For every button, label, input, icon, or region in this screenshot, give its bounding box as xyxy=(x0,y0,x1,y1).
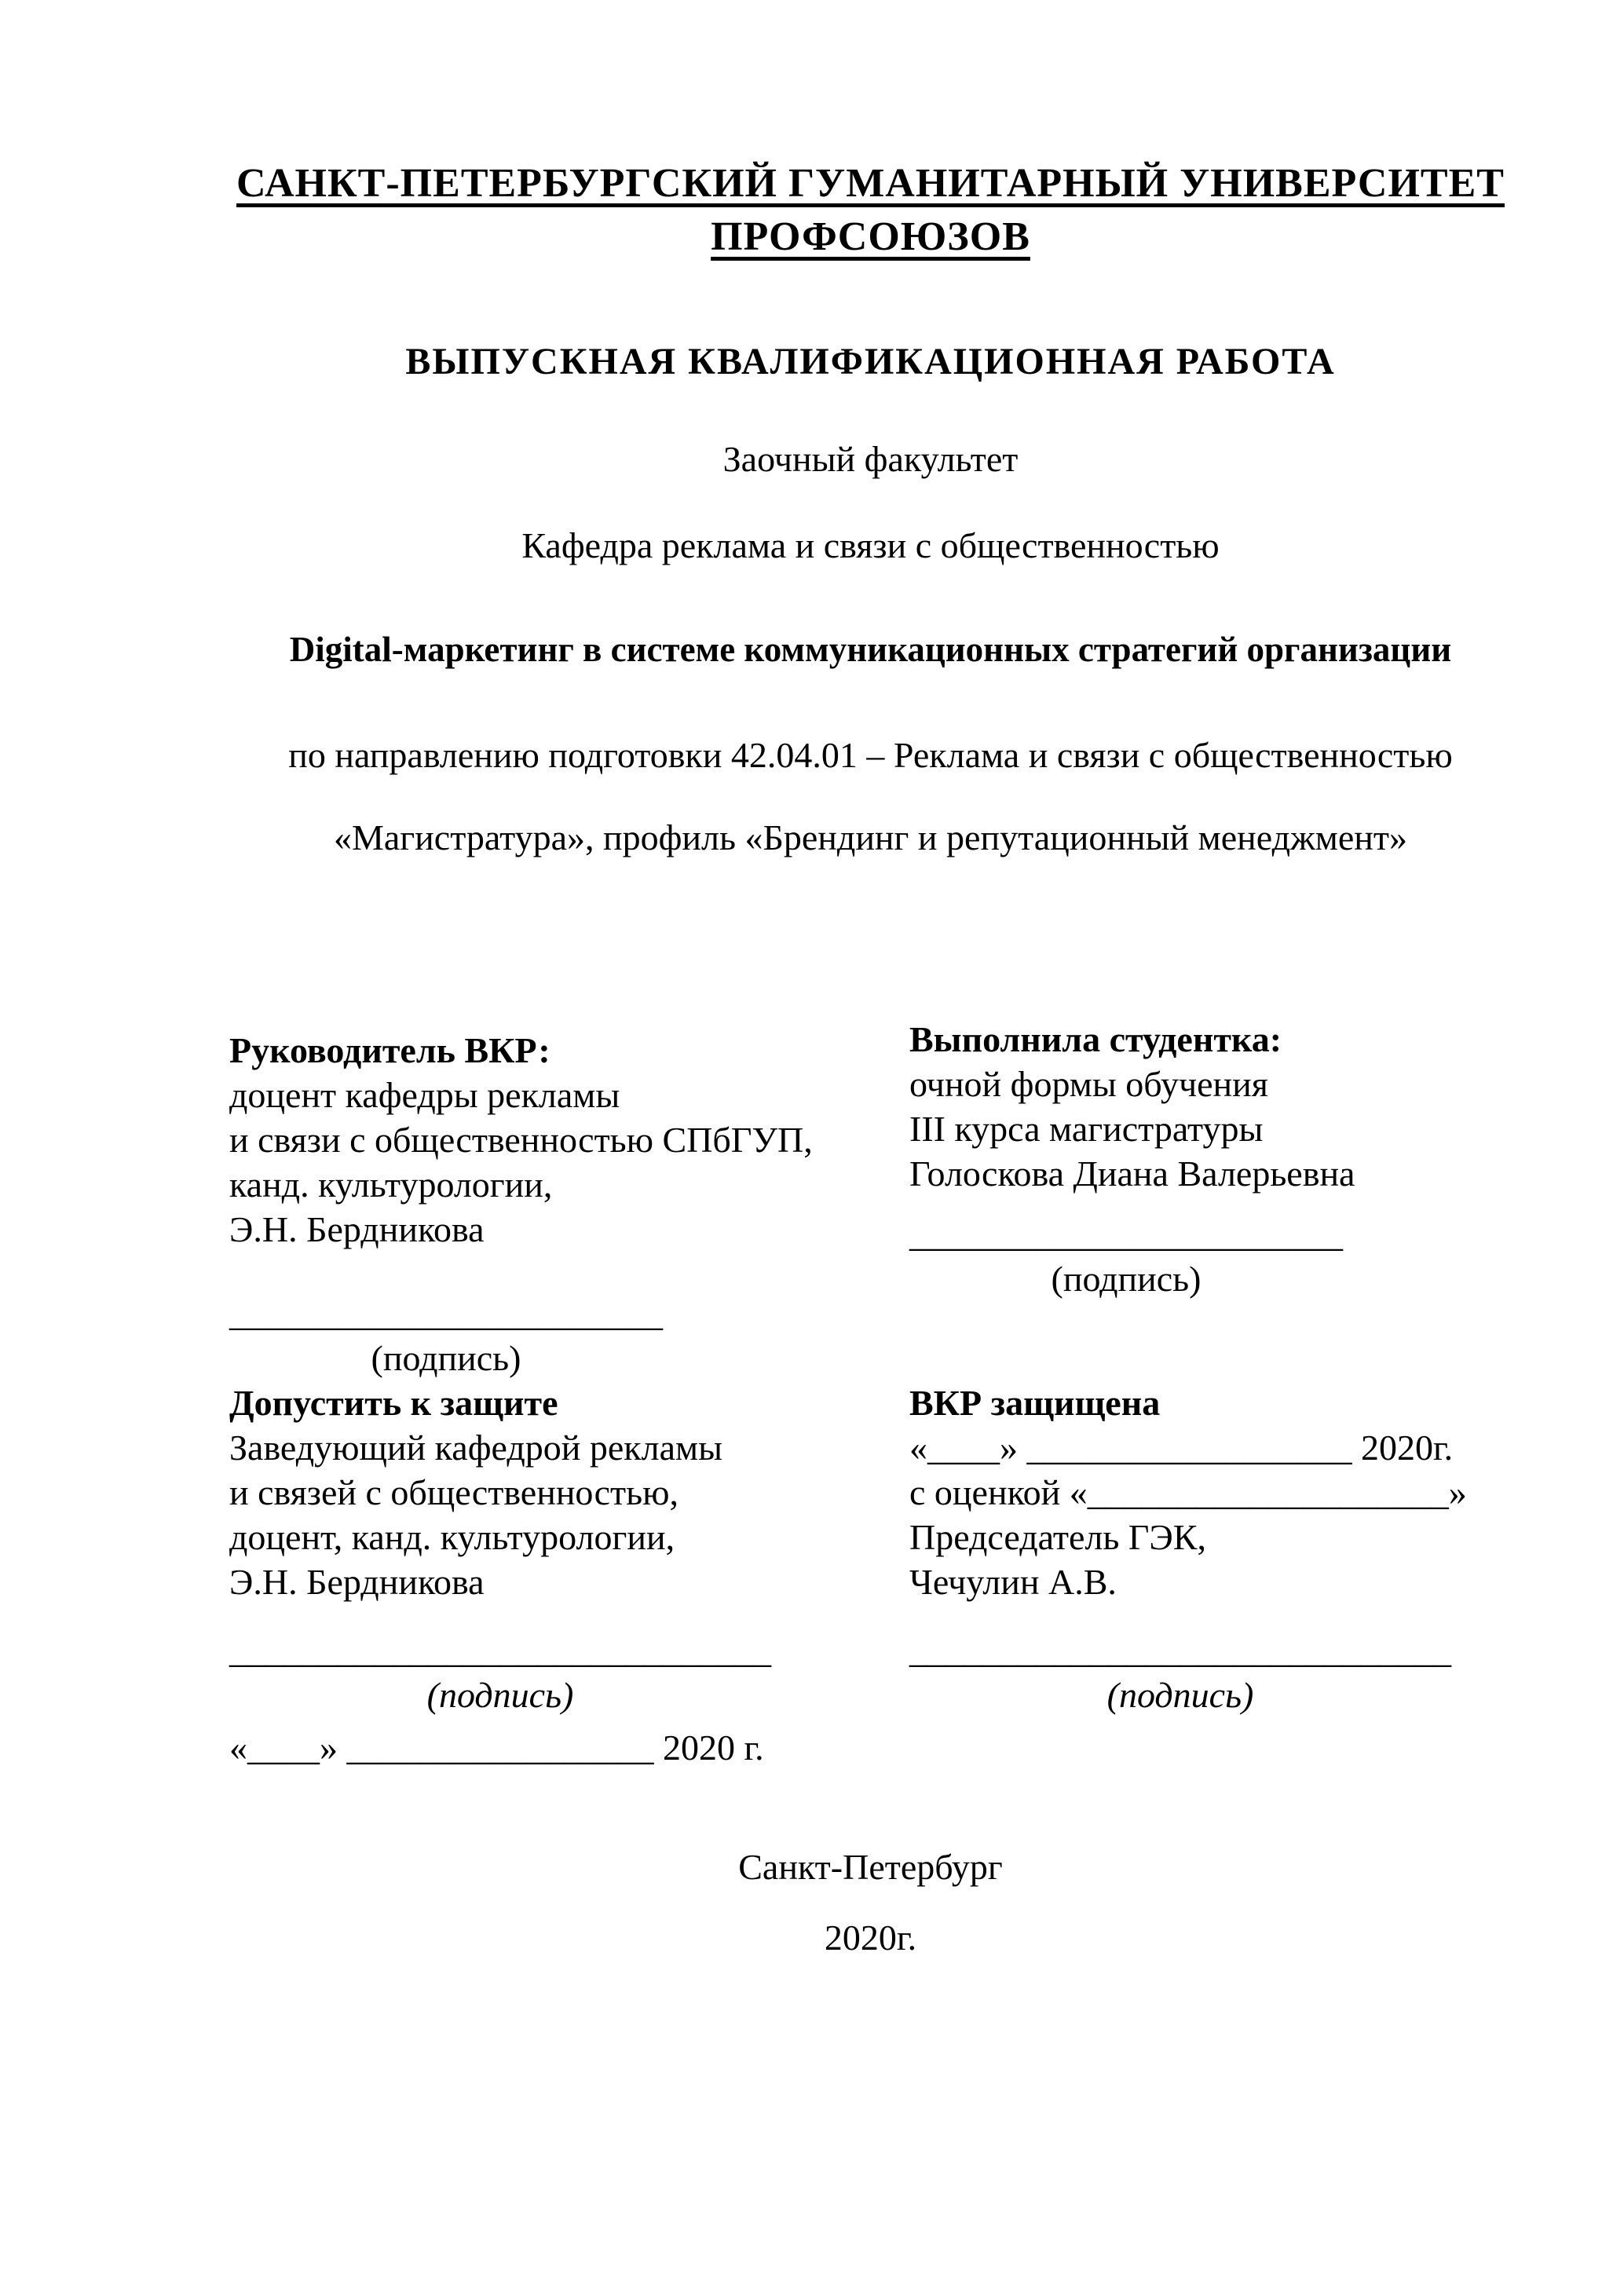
defense-heading: ВКР защищена xyxy=(909,1383,1161,1423)
university-name-line2: ПРОФСОЮЗОВ xyxy=(711,214,1030,259)
supervisor-line: доцент кафедры рекламы xyxy=(229,1075,620,1115)
admission-signature-block xyxy=(229,1628,771,1717)
student-signature-block xyxy=(909,1212,1343,1301)
admission-block xyxy=(229,1380,909,1770)
student-signature-line: ________________________ xyxy=(909,1214,1343,1254)
student-line: III курса магистратуры xyxy=(909,1109,1264,1149)
defense-date-line: «____» __________________ 2020г. xyxy=(909,1428,1454,1468)
program-line: по направлению подготовки 42.04.01 – Реклама и связи с общественностью xyxy=(288,735,1453,775)
admission-signature-line: ______________________________ xyxy=(229,1630,771,1670)
footer-city: Санкт-Петербург xyxy=(738,1847,1003,1887)
supervisor-line: Э.Н. Бердникова xyxy=(229,1209,485,1249)
defense-block xyxy=(909,1380,1512,1717)
defense-signature-caption: (подпись) xyxy=(1106,1675,1254,1715)
student-line: очной формы обучения xyxy=(909,1064,1268,1104)
admission-line: и связей с общественностью, xyxy=(229,1472,678,1512)
student-signature-caption: (подпись) xyxy=(1051,1259,1202,1299)
defense-grade-line: с оценкой «____________________» xyxy=(909,1472,1467,1512)
admission-date-line: «____» _________________ 2020 г. xyxy=(229,1727,764,1768)
work-type-heading: ВЫПУСКНАЯ КВАЛИФИКАЦИОННАЯ РАБОТА xyxy=(405,341,1336,382)
university-header xyxy=(229,157,1512,264)
student-heading: Выполнила студентка: xyxy=(909,1019,1282,1059)
supervisor-block xyxy=(229,1017,909,1380)
supervisor-line: и связи с общественностью СПбГУП, xyxy=(229,1120,813,1160)
admission-line: Э.Н. Бердникова xyxy=(229,1562,485,1602)
signature-blocks-grid xyxy=(229,1017,1512,1770)
profile-line: «Магистратура», профиль «Брендинг и репутационный менеджмент» xyxy=(333,817,1408,857)
defense-signature-line: ______________________________ xyxy=(909,1630,1451,1670)
admission-line: доцент, канд. культурологии, xyxy=(229,1517,675,1557)
supervisor-heading: Руководитель ВКР: xyxy=(229,1030,550,1070)
student-line: Голоскова Диана Валерьевна xyxy=(909,1153,1355,1194)
supervisor-signature-block xyxy=(229,1291,663,1380)
admission-heading: Допустить к защите xyxy=(229,1383,558,1423)
supervisor-line: канд. культурологии, xyxy=(229,1164,553,1205)
faculty-line: Заочный факультет xyxy=(722,439,1019,479)
student-block xyxy=(909,1017,1512,1301)
supervisor-signature-caption: (подпись) xyxy=(371,1338,521,1378)
thesis-title: Digital-маркетинг в системе коммуникационных стратегий организации xyxy=(289,630,1452,669)
defense-line: Чечулин А.В. xyxy=(909,1562,1117,1602)
footer-year: 2020г. xyxy=(824,1918,917,1958)
supervisor-signature-line: ________________________ xyxy=(229,1293,663,1333)
department-line: Кафедра реклама и связи с общественностью xyxy=(521,525,1220,565)
university-name-line1: САНКТ-ПЕТЕРБУРГСКИЙ ГУМАНИТАРНЫЙ УНИВЕРСИТЕТ xyxy=(236,161,1505,206)
defense-signature-block xyxy=(909,1628,1451,1717)
defense-line: Председатель ГЭК, xyxy=(909,1517,1206,1557)
admission-signature-caption: (подпись) xyxy=(426,1675,574,1715)
admission-line: Заведующий кафедрой рекламы xyxy=(229,1428,723,1468)
